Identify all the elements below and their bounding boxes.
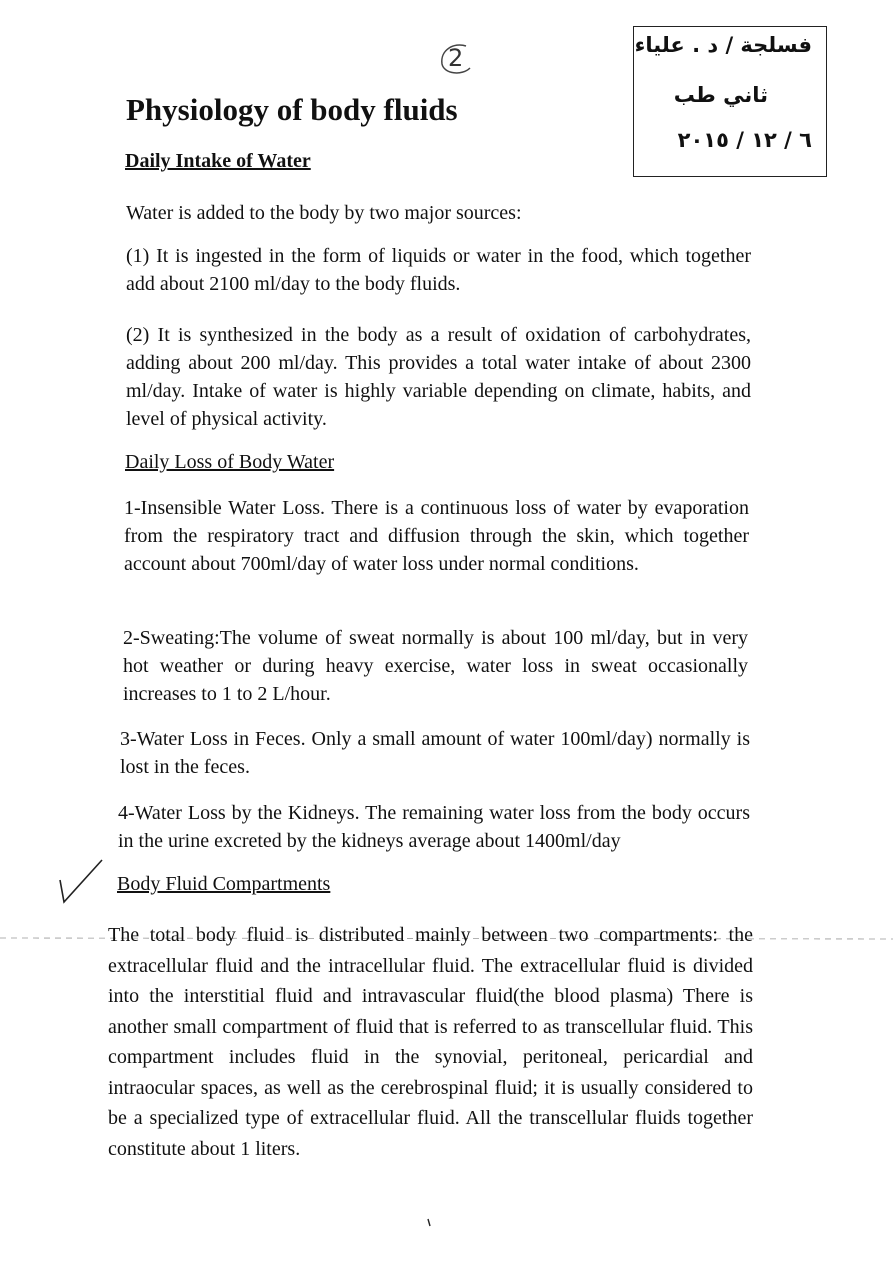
course-info-box xyxy=(633,26,827,177)
course-date: ٦ / ١٢ / ٢٠١٥ xyxy=(677,128,812,152)
course-year: ثاني طب xyxy=(673,83,768,107)
intake-intro: Water is added to the body by two major sources: xyxy=(126,202,522,224)
course-subject: فسلجة / د . علياء xyxy=(634,33,812,57)
heading-body-fluid-compartments: Body Fluid Compartments xyxy=(117,873,331,895)
page-number xyxy=(436,40,478,78)
compartments-body: The total body fluid is distributed mainly between two compartments: the extracellular fluid and the intracellular fluid. The extracellular fluid is divided into the interstitial fluid and intravascular fluid(the blood plasma) There is another small compartment of fluid that is referred to as transcellular fluid. This compartment includes fluid in the synovial, peritoneal, pericardial and intraocular spaces, as well as the cerebrospinal fluid; it is usually considered to be a specialized type of extracellular fluid. All the transcellular fluids together constitute about 1 liters. xyxy=(108,924,753,1160)
loss-item-4: 4-Water Loss by the Kidneys. The remaining water loss from the body occurs in the urine excreted by the kidneys average about 1400ml/day xyxy=(118,802,750,852)
stray-mark-icon xyxy=(426,1218,434,1228)
page-title: Physiology of body fluids xyxy=(126,92,458,127)
loss-item-1: 1-Insensible Water Loss. There is a continuous loss of water by evaporation from the respiratory tract and diffusion through the skin, which together account about 700ml/day of water loss under normal conditions. xyxy=(124,497,749,575)
page-number-text: 2 xyxy=(448,44,464,72)
checkmark-icon xyxy=(56,856,106,906)
loss-item-3: 3-Water Loss in Feces. Only a small amount of water 100ml/day) normally is lost in the feces. xyxy=(120,728,750,778)
intake-item-1: (1) It is ingested in the form of liquids or water in the food, which together add about 2100 ml/day to the body fluids. xyxy=(126,245,751,295)
loss-item-2: 2-Sweating:The volume of sweat normally is about 100 ml/day, but in very hot weather or during heavy exercise, water loss in sweat occasionally increases to 1 to 2 L/hour. xyxy=(123,627,748,705)
heading-daily-loss: Daily Loss of Body Water xyxy=(125,451,335,473)
intake-item-2: (2) It is synthesized in the body as a result of oxidation of carbohydrates, adding about 200 ml/day. This provides a total water intake of about 2300 ml/day. Intake of water is highly variable depending on climate, habits, and level of physical activity. xyxy=(126,324,751,430)
heading-daily-intake: Daily Intake of Water xyxy=(125,150,311,172)
